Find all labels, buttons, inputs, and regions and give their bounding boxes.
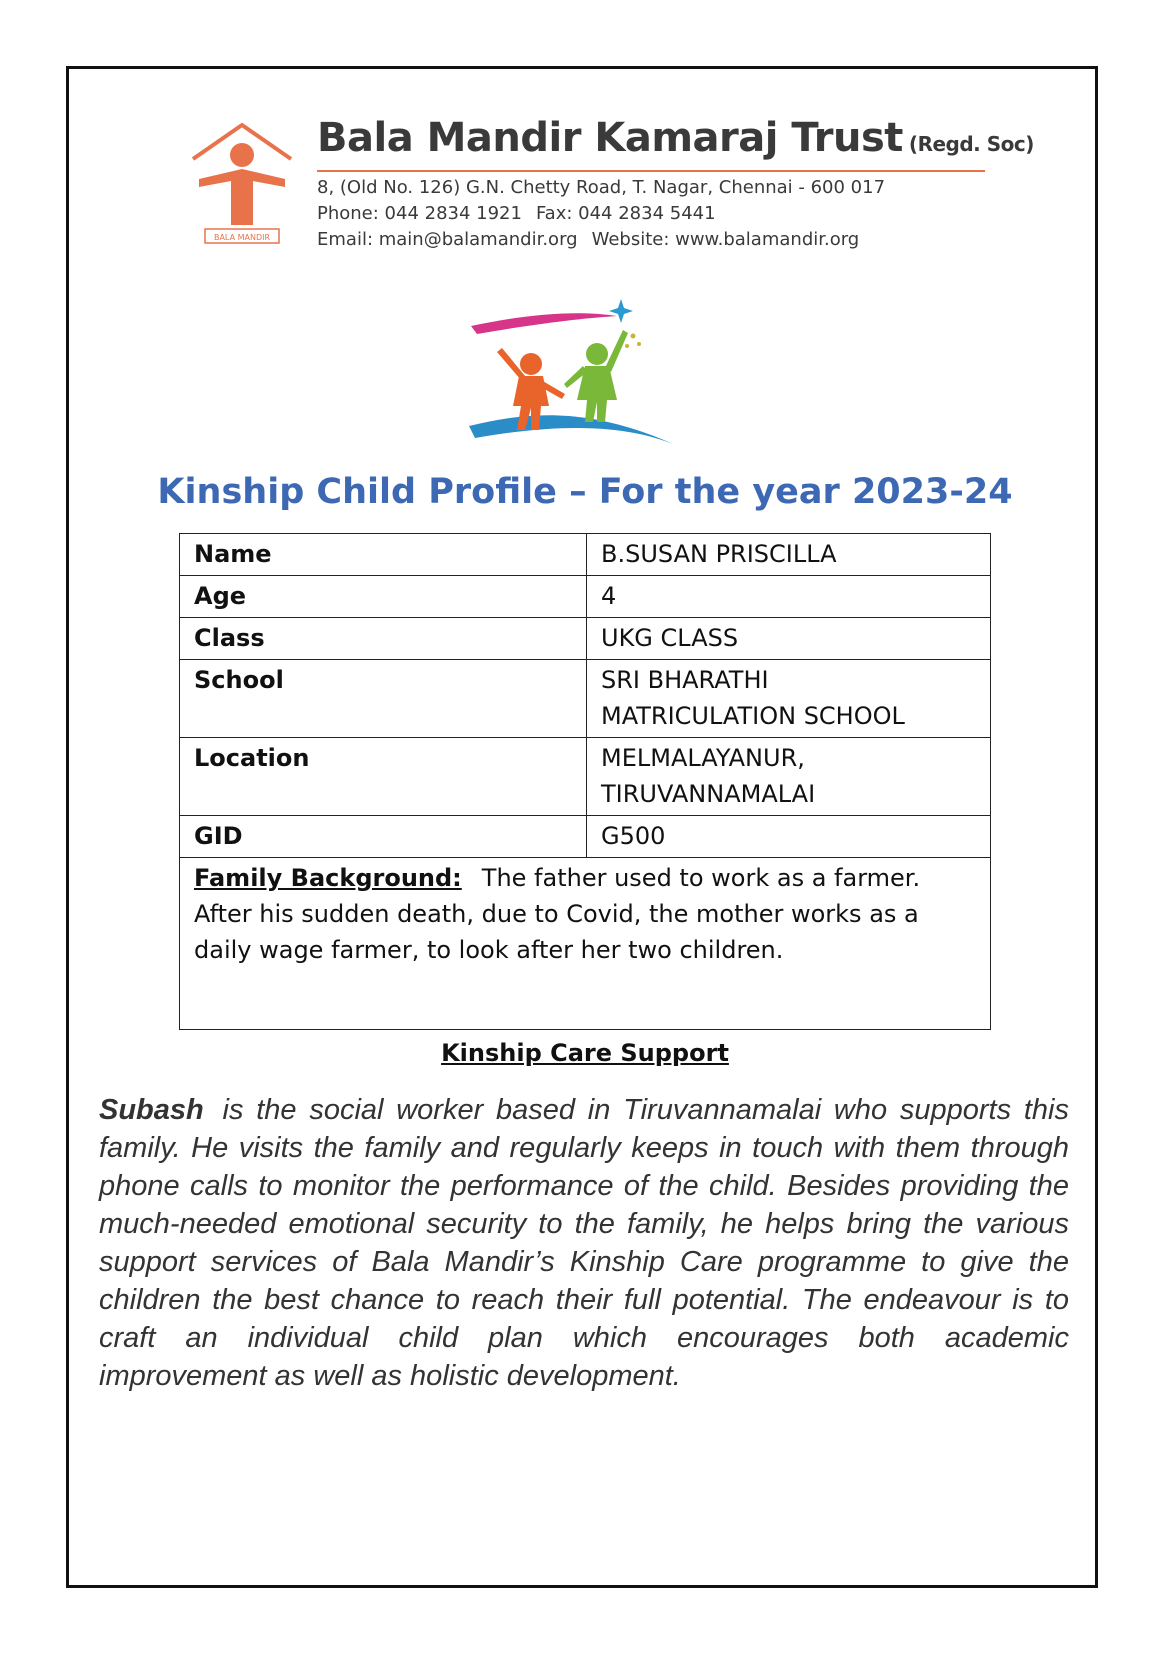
family-background-row <box>180 858 991 1030</box>
page-title: Kinship Child Profile – For the year 2023-24 <box>157 472 1013 512</box>
profile-row <box>180 576 991 618</box>
profile-row <box>180 816 991 858</box>
family-background-cell <box>180 858 991 1030</box>
support-paragraph <box>99 1091 1069 1395</box>
org-address: 8, (Old No. 126) G.N. Chetty Road, T. Nagar, Chennai - 600 017 <box>317 177 886 198</box>
profile-field-value: G500 <box>587 816 991 858</box>
family-background-label: Family Background: <box>194 864 462 892</box>
family-background-text: The father used to work as a farmer. After his sudden death, due to Covid, the mother works as a daily wage farmer, to look after her two children. <box>194 864 921 964</box>
header-divider <box>317 170 985 172</box>
profile-field-label: Class <box>180 618 587 660</box>
page-frame <box>66 66 1098 1588</box>
logo-caption: BALA MANDIR <box>213 233 271 242</box>
support-heading: Kinship Care Support <box>441 1039 729 1067</box>
org-website[interactable]: Website: www.balamandir.org <box>591 229 860 250</box>
children-ribbon-illustration-icon <box>467 294 697 454</box>
profile-field-label: Name <box>180 534 587 576</box>
profile-row <box>180 534 991 576</box>
org-web-line <box>317 229 859 250</box>
org-registration: (Regd. Soc) <box>908 132 1034 156</box>
profile-field-label: GID <box>180 816 587 858</box>
profile-row <box>180 738 991 816</box>
profile-row <box>180 618 991 660</box>
profile-row <box>180 660 991 738</box>
profile-field-value: 4 <box>587 576 991 618</box>
org-phone: Phone: 044 2834 1921 <box>317 203 522 224</box>
profile-field-label: Location <box>180 738 587 816</box>
profile-field-label: Age <box>180 576 587 618</box>
profile-field-value: UKG CLASS <box>587 618 991 660</box>
profile-table <box>179 533 991 1030</box>
profile-field-value: SRI BHARATHI MATRICULATION SCHOOL <box>587 660 991 738</box>
support-text: is the social worker based in Tiruvannamalai who supports this family. He visits the family and regularly keeps in touch with them through phone calls to monitor the performance of the child. Besides providing the much-needed emotional security to the family, he helps bring the various support services of Bala Mandir’s Kinship Care programme to give the children the best chance to reach their full potential. The endeavour is to craft an individual child plan which encourages both academic improvement as well as holistic development. <box>99 1094 1069 1392</box>
org-fax: Fax: 044 2834 5441 <box>535 203 716 224</box>
house-person-logo-icon <box>187 121 297 247</box>
org-email[interactable]: Email: main@balamandir.org <box>317 229 578 250</box>
profile-field-label: School <box>180 660 587 738</box>
profile-field-value: B.SUSAN PRISCILLA <box>587 534 991 576</box>
org-name: Bala Mandir Kamaraj Trust (Regd. Soc) <box>317 115 1034 161</box>
org-contact-line <box>317 203 716 224</box>
social-worker-name: Subash <box>99 1094 204 1126</box>
profile-field-value: MELMALAYANUR, TIRUVANNAMALAI <box>587 738 991 816</box>
